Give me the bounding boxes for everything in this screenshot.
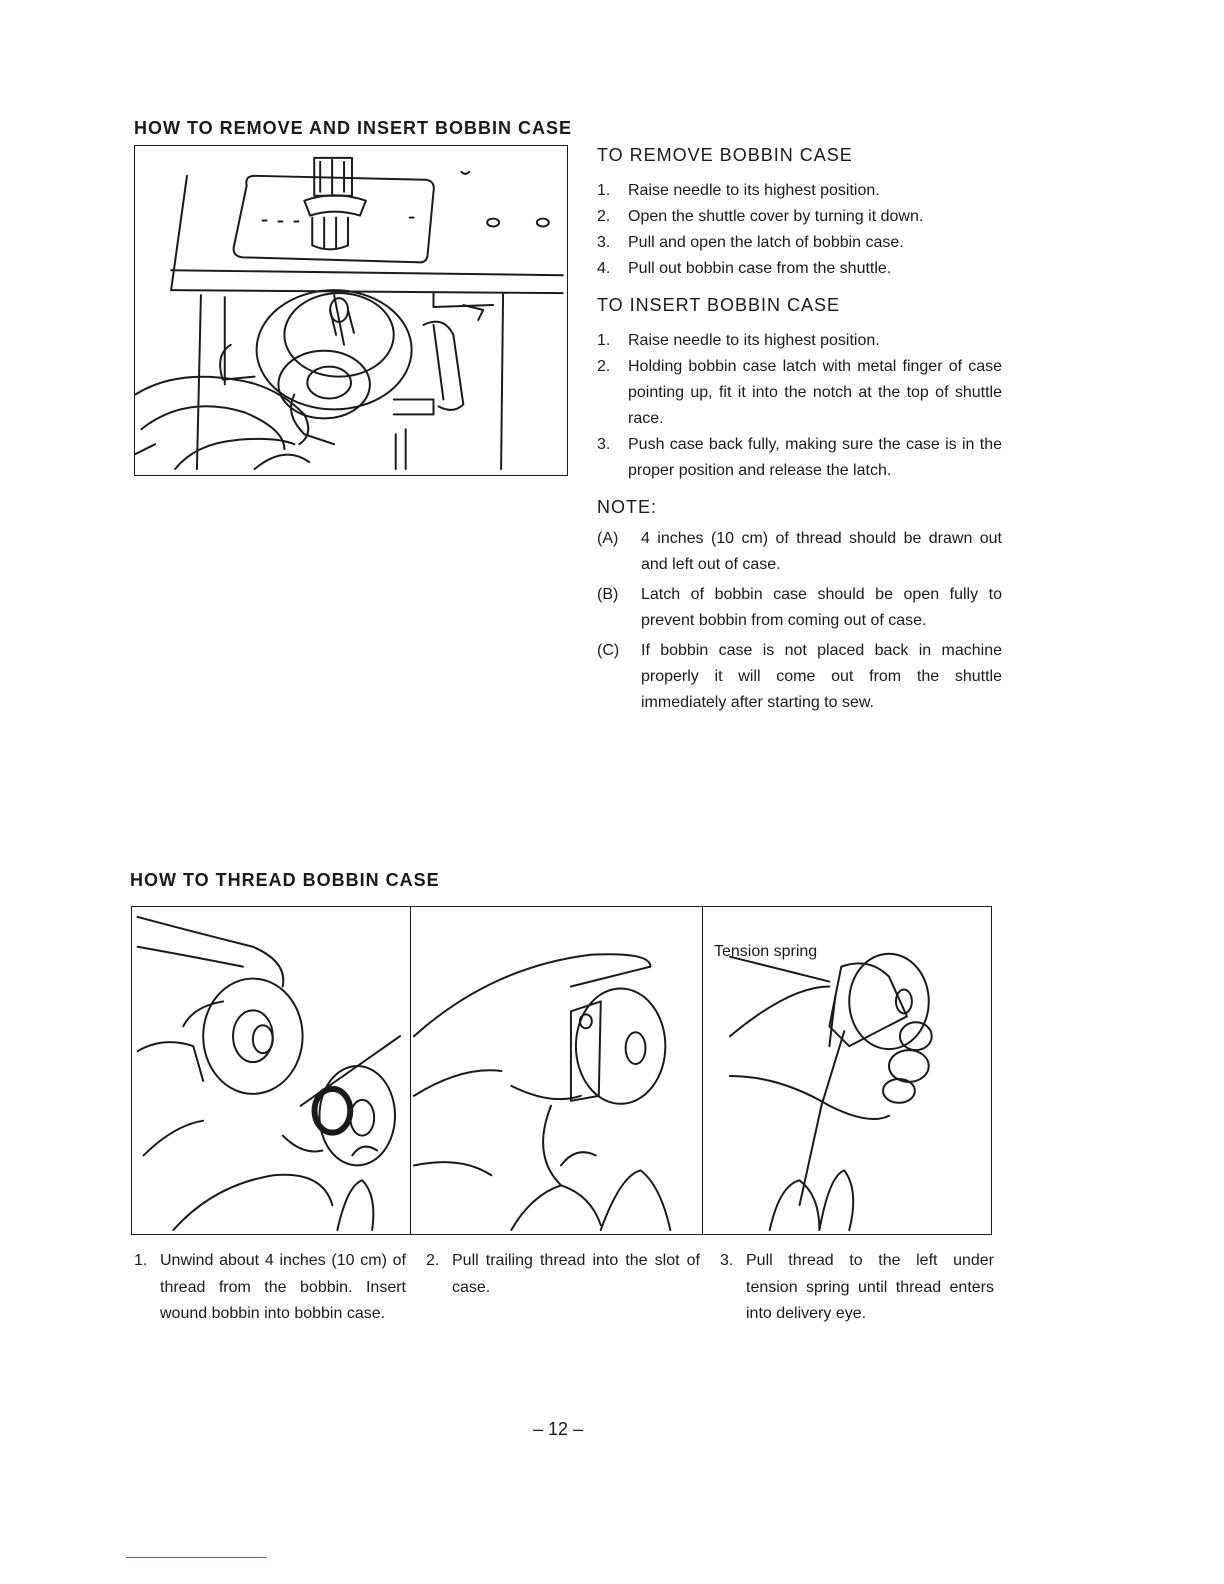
list-item: 2. Open the shuttle cover by turning it down. [597,208,924,225]
list-item: 1. Raise needle to its highest position. [597,332,880,349]
note-title: NOTE: [597,497,658,517]
instructions-column [597,142,1002,720]
panel-divider [410,907,411,1234]
panel-divider [702,907,703,1234]
insert-subtitle: TO INSERT BOBBIN CASE [597,295,841,315]
note-list [597,526,1002,716]
page-number: – 12 – [532,1419,584,1439]
list-item: (B) Latch of bobbin case should be open fully to prevent bobbin from coming out of case. [597,586,1002,629]
remove-steps [597,178,1002,282]
section-title-thread: HOW TO THREAD BOBBIN CASE [130,870,440,890]
remove-subtitle: TO REMOVE BOBBIN CASE [597,145,853,165]
bottom-rule [126,1557,267,1558]
list-item: 3. Push case back fully, making sure the case is in the proper position and release the latch. [597,436,1002,479]
section-title-remove-insert: HOW TO REMOVE AND INSERT BOBBIN CASE [134,118,573,138]
threading-illustrations [131,906,992,1235]
caption-step-1: 1. Unwind about 4 inches (10 cm) of thread from the bobbin. Insert wound bobbin into bobbin case. [134,1252,406,1322]
list-item: 4. Pull out bobbin case from the shuttle. [597,260,892,277]
list-item: (C) If bobbin case is not placed back in machine properly it will come out from the shuttle immediately after starting to sew. [597,642,1002,711]
caption-step-2: 2. Pull trailing thread into the slot of case. [426,1252,700,1296]
bobbin-removal-illustration [134,145,568,476]
caption-step-3: 3. Pull thread to the left under tension spring until thread enters into delivery eye. [720,1252,994,1322]
list-item: 3. Pull and open the latch of bobbin case. [597,234,904,251]
insert-steps [597,328,1002,484]
list-item: (A) 4 inches (10 cm) of thread should be drawn out and left out of case. [597,530,1002,573]
list-item: 1. Raise needle to its highest position. [597,182,880,199]
list-item: 2. Holding bobbin case latch with metal finger of case pointing up, fit it into the notch at the top of shuttle race. [597,358,1002,427]
tension-spring-label: Tension spring [714,943,818,960]
